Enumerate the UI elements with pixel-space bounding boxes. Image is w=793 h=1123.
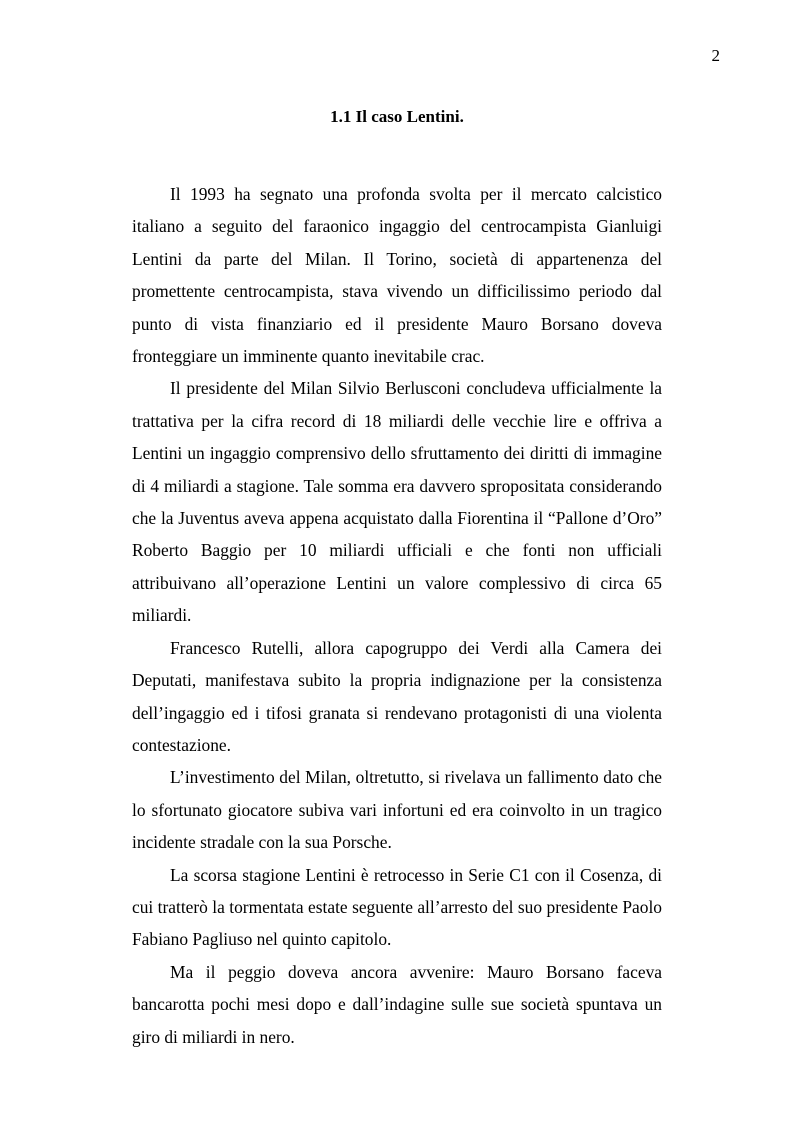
paragraph: Ma il peggio doveva ancora avvenire: Mauro Borsano faceva bancarotta pochi mesi dopo e dall’indagine sulle sue società spuntava un giro di miliardi in nero. — [132, 961, 662, 1047]
paragraph: La scorsa stagione Lentini è retrocesso in Serie C1 con il Cosenza, di cui tratterò la tormentata estate seguente all’arresto del suo presidente Paolo Fabiano Pagliuso nel quinto capitolo. — [132, 864, 662, 950]
page-number: 2 — [711, 46, 720, 65]
body-text — [132, 178, 662, 1053]
paragraph: L’investimento del Milan, oltretutto, si rivelava un fallimento dato che lo sfortunato giocatore subiva vari infortuni ed era coinvolto in un tragico incidente stradale con la sua Porsche. — [132, 767, 662, 853]
paragraph: Il presidente del Milan Silvio Berlusconi concludeva ufficialmente la trattativa per la cifra record di 18 miliardi delle vecchie lire e offriva a Lentini un ingaggio comprensivo dello sfruttamento dei diritti di immagine di 4 miliardi a stagione. Tale somma era davvero spropositata considerando che la Juventus aveva appena acquistato dalla Fiorentina il “Pallone d’Oro” Roberto Baggio per 10 miliardi ufficiali e che fonti non ufficiali attribuivano all’operazione Lentini un valore complessivo di circa 65 miliardi. — [132, 378, 662, 626]
paragraph: Il 1993 ha segnato una profonda svolta per il mercato calcistico italiano a seguito del faraonico ingaggio del centrocampista Gianluigi Lentini da parte del Milan. Il Torino, società di appartenenza del promettente centrocampista, stava vivendo un difficilissimo periodo dal punto di vista finanziario ed il presidente Mauro Borsano doveva fronteggiare un imminente quanto inevitabile crac. — [132, 184, 662, 367]
paragraph: Francesco Rutelli, allora capogruppo dei Verdi alla Camera dei Deputati, manifestava subito la propria indignazione per la consistenza dell’ingaggio ed i tifosi granata si rendevano protagonisti di una violenta contestazione. — [132, 637, 662, 755]
section-title: 1.1 Il caso Lentini. — [330, 107, 464, 127]
